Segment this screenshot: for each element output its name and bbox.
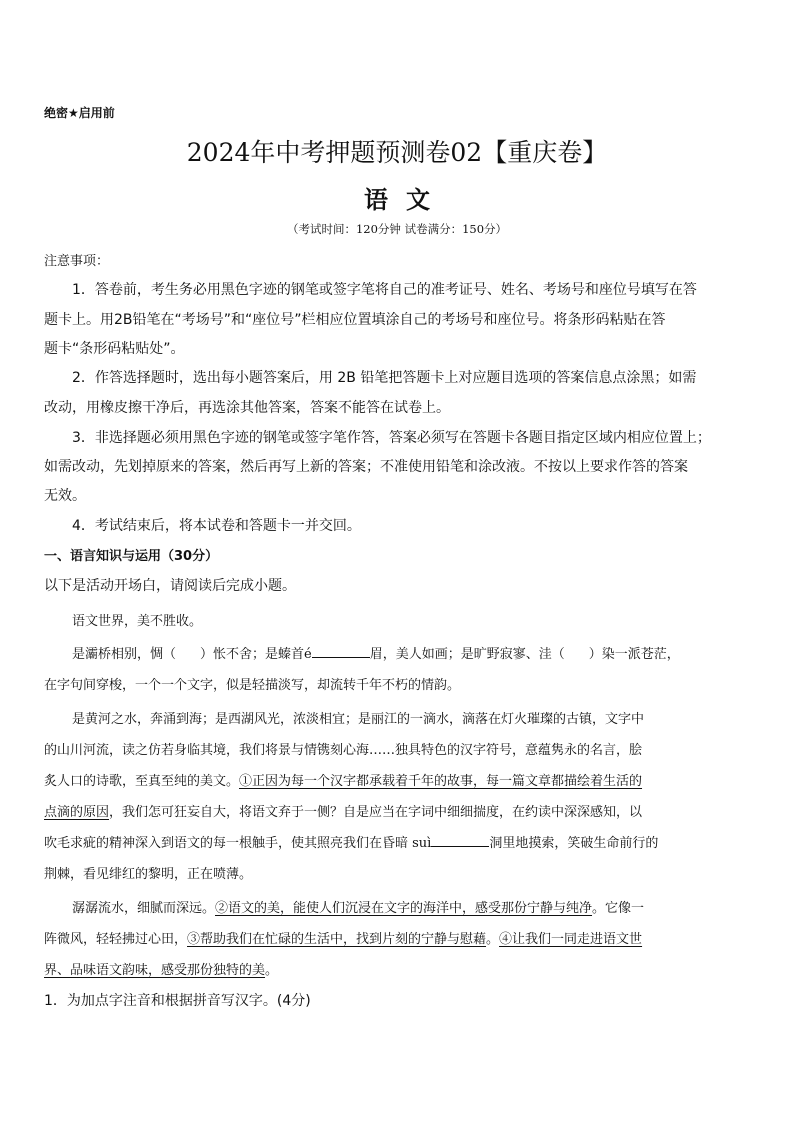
exam-title: 2024年中考押题预测卷02【重庆卷】 bbox=[186, 138, 608, 167]
notice-heading: 注意事项： bbox=[44, 254, 110, 269]
passage-text: 。 bbox=[265, 963, 279, 978]
underlined-sentence-1: ①正因为每一个汉字都承载着千年的故事，每一篇文章都描绘着生活的 bbox=[239, 774, 643, 789]
passage-text: 阵微风，轻轻拂过心田， bbox=[44, 932, 188, 947]
passage-line bbox=[72, 897, 644, 916]
passage-text: 。它像一 bbox=[592, 901, 645, 916]
underlined-sentence-1-end: 点滴的原因 bbox=[44, 805, 110, 820]
passage-text: ，我们怎可狂妄自大，将语文弃于一侧？自是应当在字词中细细揣度，在约读中深深感知，以 bbox=[109, 805, 643, 820]
passage-line: 荆棘，看见绯红的黎明，正在喷薄。 bbox=[44, 867, 253, 882]
answer-blank bbox=[312, 645, 370, 658]
passage-text: 吹毛求疵的精神深入到语文的每一根触手，使其照亮我们在昏暗 suì bbox=[44, 836, 432, 851]
passage-text: 炙人口的诗歌，至真至纯的美文。 bbox=[44, 774, 240, 789]
notice-line: 2．作答选择题时，选出每小题答案后，用 2B 铅笔把答题卡上对应题目选项的答案信息点涂黑；如需 bbox=[72, 370, 697, 386]
passage-line: 是黄河之水，奔涌到海；是西湖风光，浓淡相宜；是丽江的一滴水，滴落在灯火璀璨的古镇，文字中 bbox=[72, 712, 645, 727]
passage-line bbox=[44, 770, 642, 789]
passage-text: ）怅不舍；是螓首é bbox=[200, 647, 312, 662]
passage-line bbox=[44, 928, 642, 947]
notice-line: 题卡“条形码粘贴处”。 bbox=[44, 341, 185, 357]
exam-time-info: （考试时间：120分钟 试卷满分：150分） bbox=[286, 222, 508, 236]
passage-text: 。 bbox=[486, 932, 500, 947]
passage-line: 的山川河流，读之仿若身临其境，我们将景与情镌刻心海……独具特色的汉字符号，意蕴隽永的名言，脍 bbox=[44, 743, 643, 758]
section-intro: 以下是活动开场白，请阅读后完成小题。 bbox=[44, 578, 296, 594]
passage-text: 是灞桥相别，惆（ bbox=[72, 647, 177, 662]
notice-line: 如需改动，先划掉原来的答案，然后再写上新的答案；不准使用铅笔和涂改液。不按以上要求作答的答案 bbox=[44, 459, 688, 475]
notice-line: 3．非选择题必须用黑色字迹的钢笔或签字笔作答，答案必须写在答题卡各题目指定区域内相应位置上； bbox=[72, 430, 711, 446]
question-1: 1．为加点字注音和根据拼音写汉字。(4分) bbox=[44, 993, 311, 1009]
passage-line: 语文世界，美不胜收。 bbox=[72, 614, 203, 629]
notice-line: 4．考试结束后，将本试卷和答题卡一并交回。 bbox=[72, 518, 361, 534]
passage-text: ）染一派苍茫， bbox=[588, 647, 680, 662]
underlined-sentence-2: ②语文的美，能使人们沉浸在文字的海洋中，感受那份宁静与纯净 bbox=[215, 901, 593, 916]
passage-line: 在字句间穿梭，一个一个文字，似是轻描淡写，却流转千年不朽的情韵。 bbox=[44, 678, 461, 693]
underlined-sentence-3: ③帮助我们在忙碌的生活中，找到片刻的宁静与慰藉 bbox=[187, 932, 487, 947]
passage-text: 洞里地摸索，笑破生命前行的 bbox=[489, 836, 659, 851]
passage-text: 潺潺流水，细腻而深远。 bbox=[72, 901, 216, 916]
confidential-label: 绝密★启用前 bbox=[44, 106, 115, 120]
passage-line bbox=[44, 832, 658, 851]
notice-line: 1．答卷前，考生务必用黑色字迹的钢笔或签字笔将自己的准考证号、姓名、考场号和座位号填写在答 bbox=[72, 282, 697, 298]
passage-line bbox=[44, 801, 642, 820]
passage-line bbox=[72, 643, 680, 662]
subject-title: 语文 bbox=[364, 185, 448, 214]
underlined-sentence-4: ④让我们一同走进语文世 bbox=[499, 932, 643, 947]
notice-line: 改动，用橡皮擦干净后，再选涂其他答案，答案不能答在试卷上。 bbox=[44, 400, 450, 416]
answer-blank bbox=[431, 834, 489, 847]
notice-line: 无效。 bbox=[44, 488, 86, 504]
passage-line bbox=[44, 959, 278, 978]
underlined-sentence-4-end: 界、品味语文韵味，感受那份独特的美 bbox=[44, 963, 266, 978]
passage-text: 眉，美人如画；是旷野寂寥、洼（ bbox=[369, 647, 565, 662]
section-heading: 一、语言知识与运用（30分） bbox=[44, 549, 219, 564]
notice-line: 题卡上。用2B铅笔在“考场号”和“座位号”栏相应位置填涂自己的考场号和座位号。将条形码粘贴在答 bbox=[44, 312, 666, 328]
